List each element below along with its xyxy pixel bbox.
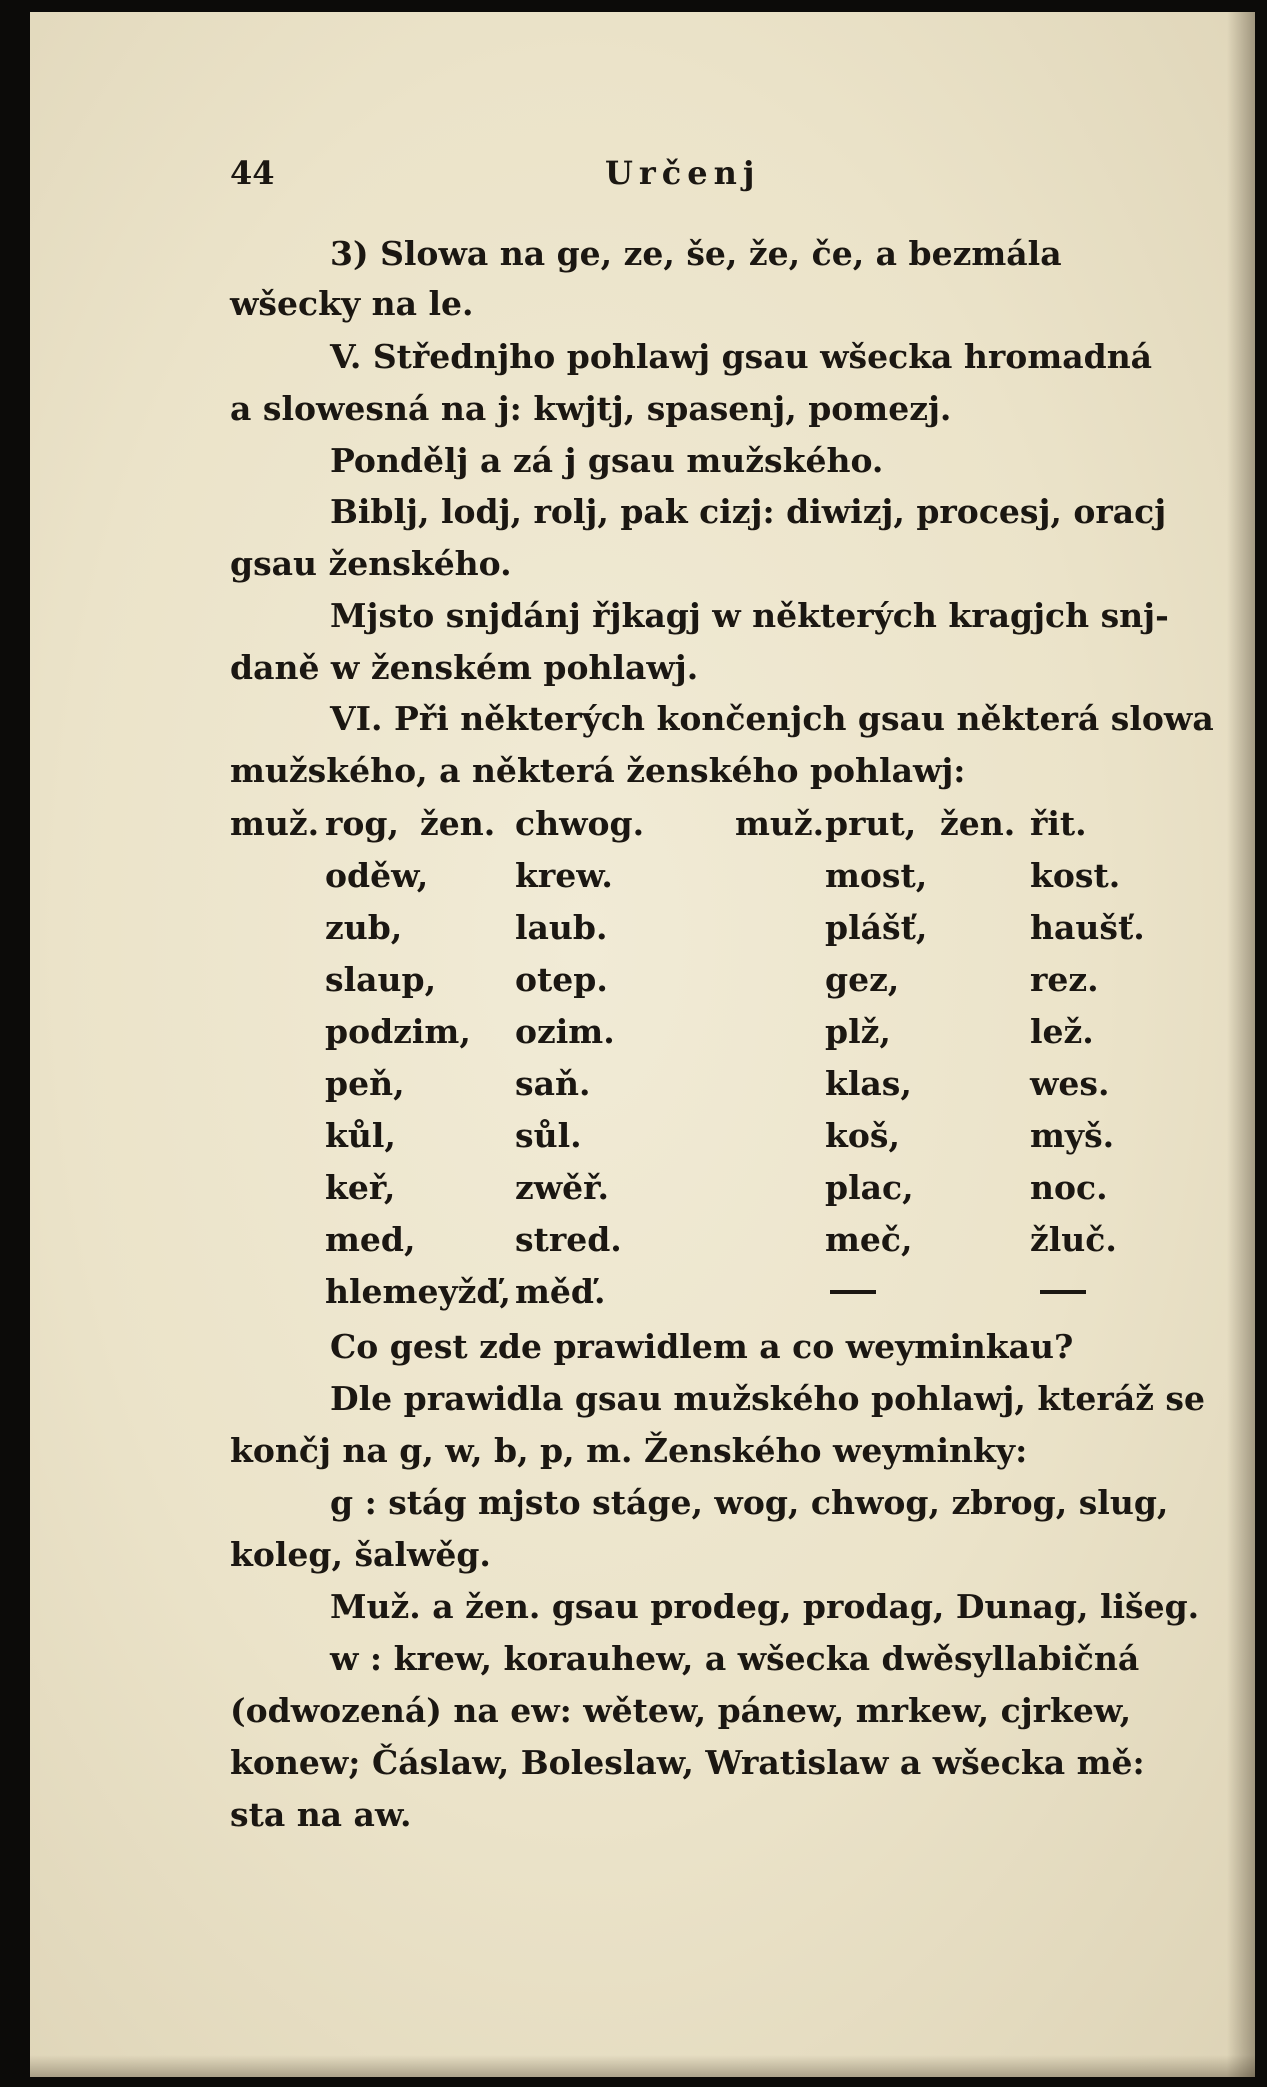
- paragraph-5-line-2: daně w ženském pohlawj.: [230, 648, 699, 687]
- table-row-3-a2: gez,: [825, 960, 900, 999]
- table-row-4-a2: plž,: [825, 1012, 891, 1051]
- table-row-7-b2: noc.: [1030, 1168, 1108, 1207]
- body-line-6: Muž. a žen. gsau prodeg, prodag, Dunag, lišeg.: [330, 1587, 1200, 1626]
- table-row-7-b1: zwěř.: [515, 1168, 609, 1207]
- table-header-word-b2: řit.: [1030, 804, 1087, 843]
- table-row-7-a2: plac,: [825, 1168, 914, 1207]
- page-number: 44: [230, 154, 275, 192]
- table-row-1-b1: krew.: [515, 856, 613, 895]
- table-header-word-a2: prut,: [825, 804, 917, 843]
- page-edge-shadow: [1227, 12, 1255, 2077]
- paragraph-4-line-2: gsau ženského.: [230, 544, 512, 583]
- empty-cell-dash: [1040, 1290, 1086, 1294]
- table-header-zen-2: žen.: [940, 804, 1016, 843]
- table-header-muz-1: muž.: [230, 804, 320, 843]
- table-row-6-a1: kůl,: [325, 1116, 396, 1155]
- table-row-6-b2: myš.: [1030, 1116, 1115, 1155]
- table-header-muz-2: muž.: [735, 804, 825, 843]
- body-line-10: sta na aw.: [230, 1795, 412, 1834]
- table-row-3-b2: rez.: [1030, 960, 1099, 999]
- table-row-2-a2: plášť,: [825, 908, 928, 947]
- body-line-7: w : krew, korauhew, a wšecka dwěsyllabičná: [330, 1639, 1140, 1678]
- page-bottom-shadow: [30, 2055, 1255, 2077]
- table-header-word-a1: rog,: [325, 804, 399, 843]
- table-row-8-a1: med,: [325, 1220, 416, 1259]
- book-page: [30, 12, 1255, 2077]
- table-row-8-b1: stred.: [515, 1220, 622, 1259]
- table-row-3-b1: otep.: [515, 960, 608, 999]
- paragraph-4-line-1: Biblj, lodj, rolj, pak cizj: diwizj, procesj, oracj: [330, 492, 1167, 531]
- table-row-7-a1: keř,: [325, 1168, 396, 1207]
- paragraph-1-line-1: 3) Slowa na ge, ze, še, že, če, a bezmála: [330, 234, 1062, 273]
- body-line-2: Dle prawidla gsau mužského pohlawj, kteráž se: [330, 1379, 1205, 1418]
- paragraph-3-line-1: Pondělj a zá j gsau mužského.: [330, 441, 884, 480]
- body-line-4: g : stág mjsto stáge, wog, chwog, zbrog, slug,: [330, 1483, 1169, 1522]
- table-row-9-a1: hlemeyžď,: [325, 1272, 511, 1311]
- table-row-5-b2: wes.: [1030, 1064, 1110, 1103]
- body-line-1: Co gest zde prawidlem a co weyminkau?: [330, 1327, 1074, 1366]
- table-row-3-a1: slaup,: [325, 960, 437, 999]
- body-line-3: končj na g, w, b, p, m. Ženského weyminky:: [230, 1431, 1028, 1470]
- paragraph-1-line-2: wšecky na le.: [230, 284, 474, 323]
- table-row-6-b1: sůl.: [515, 1116, 582, 1155]
- table-row-1-b2: kost.: [1030, 856, 1121, 895]
- running-title: Určenj: [605, 154, 761, 192]
- paragraph-2-line-2: a slowesná na j: kwjtj, spasenj, pomezj.: [230, 389, 952, 428]
- table-header-word-b1: chwog.: [515, 804, 645, 843]
- table-row-5-a2: klas,: [825, 1064, 912, 1103]
- table-row-4-b2: lež.: [1030, 1012, 1094, 1051]
- empty-cell-dash: [830, 1290, 876, 1294]
- table-row-8-a2: meč,: [825, 1220, 913, 1259]
- paragraph-2-line-1: V. Střednjho pohlawj gsau wšecka hromadná: [330, 337, 1153, 376]
- body-line-9: konew; Čáslaw, Boleslaw, Wratislaw a wšecka mě:: [230, 1743, 1145, 1782]
- paragraph-5-line-1: Mjsto snjdánj řjkagj w některých kragjch snj-: [330, 596, 1169, 635]
- table-row-6-a2: koš,: [825, 1116, 900, 1155]
- table-row-2-a1: zub,: [325, 908, 403, 947]
- table-row-2-b2: haušť.: [1030, 908, 1145, 947]
- table-row-4-a1: podzim,: [325, 1012, 471, 1051]
- table-row-8-b2: žluč.: [1030, 1220, 1117, 1259]
- paragraph-6-line-1: VI. Při některých končenjch gsau některá slowa: [330, 699, 1214, 738]
- table-row-4-b1: ozim.: [515, 1012, 615, 1051]
- table-row-5-b1: saň.: [515, 1064, 591, 1103]
- table-row-2-b1: laub.: [515, 908, 608, 947]
- body-line-5: koleg, šalwěg.: [230, 1535, 491, 1574]
- body-line-8: (odwozená) na ew: wětew, pánew, mrkew, cjrkew,: [230, 1691, 1132, 1730]
- table-row-1-a1: oděw,: [325, 856, 429, 895]
- table-header-zen-1: žen.: [420, 804, 496, 843]
- table-row-9-b1: měď.: [515, 1272, 606, 1311]
- table-row-1-a2: most,: [825, 856, 928, 895]
- paragraph-6-line-2: mužského, a některá ženského pohlawj:: [230, 751, 966, 790]
- table-row-5-a1: peň,: [325, 1064, 405, 1103]
